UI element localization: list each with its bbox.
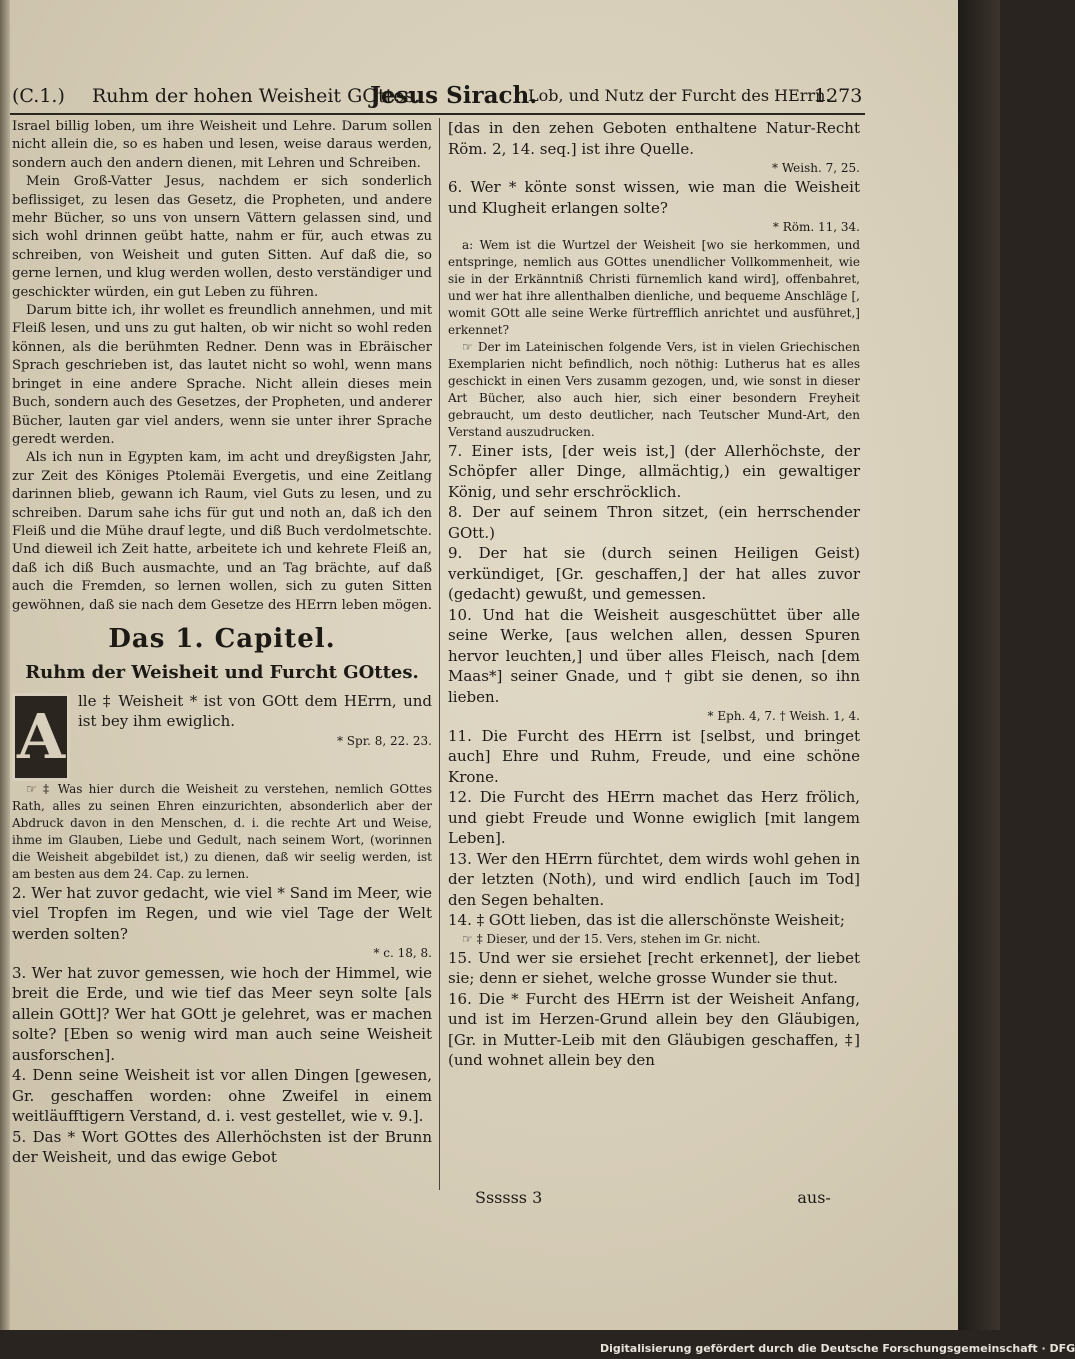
verse-12: 12. Die Furcht des HErrn machet das Herz frölich, und giebt Freude und Wonne ewiglich [mit langem Leben]. (448, 788, 860, 848)
verse-2: 2. Wer hat zuvor gedacht, wie viel * Sand im Meer, wie viel Tropfen im Regen, und wie viel Tage der Welt werden solten? (12, 883, 432, 943)
catchword: aus- (797, 1188, 831, 1207)
verse-1-note: ☞ ‡ Was hier durch die Weisheit zu verstehen, nemlich GOttes Rath, alles zu seinen Ehren einzurichten, absonderlich aber der Abdruck davon in den Menschen, d. i. die rechte Art und Weise, ihme im Glauben, Liebe und Gedult, nach seinem Wort, (worinnen die Weisheit abgebildet ist,) zu dienen, daß wir seelig werden, ist am besten aus dem 24. Cap. zu lernen. (12, 781, 432, 881)
left-column (12, 118, 432, 1168)
verse-8: 8. Der auf seinem Thron sitzet, (ein herrschender GOtt.) (448, 503, 860, 542)
verse-4: 4. Denn seine Weisheit ist vor allen Dingen [gewesen, Gr. geschaffen worden: ohne Zweifel in einem weitläufftigern Verstand, d. i. vest gestellet, wie v. 9.]. (12, 1066, 432, 1126)
chapter-title: Das 1. Capitel. (108, 623, 336, 654)
page-footer (475, 1188, 831, 1207)
verse-1: lle ‡ Weisheit * ist von GOtt dem HErrn, und ist bey ihm ewiglich. (78, 691, 432, 731)
verse-1-reference: * Spr. 8, 22. 23. (336, 733, 432, 748)
verse-16: 16. Die * Furcht des HErrn ist der Weisheit Anfang, und ist im Herzen-Grund allein bey den Gläubigen, [Gr. in Mutter-Leib mit den Gläubigen geschaffen, ‡] (und wohnet allein bey den (448, 989, 860, 1070)
verse-6-reference: * Röm. 11, 34. (772, 220, 860, 235)
verse-9: 9. Der hat sie (durch seinen Heiligen Geist) verkündiget, [Gr. geschaffen,] der hat alles zuvor (gedacht) gewußt, und gemessen. (448, 544, 860, 604)
preface-paragraph: Darum bitte ich, ihr wollet es freundlich annehmen, und mit Fleiß lesen, und uns zu gut halten, ob wir nicht so wohl reden können, als die berühmten Redner. Denn was in Ebräischer Sprach geschrieben ist, das lautet nicht so wohl, wenn mans bringet in eine andere Sprache. Nicht allein dieses mein Buch, sondern auch des Gesetzes, der Propheten, und anderer Bücher, lauten gar viel anders, wenn sie unter ihrer Sprache geredt werden. (12, 303, 432, 447)
verse-6: 6. Wer * könte sonst wissen, wie man die Weisheit und Klugheit erlangen solte? (448, 178, 860, 217)
preface-paragraph: Als ich nun in Egypten kam, im acht und dreyßigsten Jahr, zur Zeit des Königes Ptolemäi Evergetis, und eine Zeitlang darinnen blieb, gewann ich Raum, viel Guts zu lesen, und zu schreiben. Darum sahe ichs für gut und noth an, daß ich den Fleiß und die Mühe drauf legte, und diß Buch verdolmetschte. Und dieweil ich Zeit hatte, arbeitete ich und kehrete Fleiß an, daß ich diß Buch ausmachte, und an Tag brächte, auf daß auch die Fremden, so lernen wollen, sich zu guten Sitten gewöhnen, daß sie nach dem Gesetze des HErrn leben mögen. (12, 450, 432, 613)
verse-5-continuation: [das in den zehen Geboten enthaltene Natur-Recht Röm. 2, 14. seq.] ist ihre Quelle. (448, 119, 860, 158)
running-header (8, 78, 938, 114)
verse-14-note: ☞ ‡ Dieser, und der 15. Vers, stehen im Gr. nicht. (462, 931, 761, 946)
verse-15: 15. Und wer sie ersiehet [recht erkennet], der liebet sie; denn er siehet, welche grosse Wunder sie thut. (448, 948, 860, 988)
header-left-title: Ruhm der hohen Weisheit GOttes. (92, 85, 421, 107)
decorated-initial: A (12, 693, 70, 781)
preface-paragraph: Israel billig loben, um ihre Weisheit und Lehre. Darum sollen nicht allein die, so es haben und lesen, weise daraus werden, sondern auch den andern dienen, mit Lehren und Schreiben. (12, 119, 432, 171)
funding-note: Digitalisierung gefördert durch die Deutsche Forschungsgemeinschaft · DFG (600, 1342, 1075, 1355)
chapter-subtitle: Ruhm der Weisheit und Furcht GOttes. (25, 661, 419, 683)
verse-10: 10. Und hat die Weisheit ausgeschüttet über alle seine Werke, [aus welchen allen, dessen Spuren hervor leuchten,] und über alles Fleisch, nach [dem Maas*] seiner Gnade, und † gibt sie denen, so ihn lieben. (448, 605, 860, 706)
header-rule (10, 113, 865, 115)
header-left-mark: (C.1.) (12, 85, 65, 107)
header-right-title: Lob, und Nutz der Furcht des HErrn. (528, 86, 831, 105)
verse-13: 13. Wer den HErrn fürchtet, dem wirds wohl gehen in der letzten (Noth), und wird endlich [auch im Tod] den Segen behalten. (448, 849, 860, 909)
binding-gutter (0, 0, 10, 1330)
verse-7: 7. Einer ists, [der weis ist,] (der Allerhöchste, der Schöpfer aller Dinge, allmächtig,) ein gewaltiger König, und sehr erschröcklich. (448, 441, 860, 501)
verse-1-block (12, 691, 432, 883)
note-b: ☞ Der im Lateinischen folgende Vers, ist in vielen Griechischen Exemplarien nicht befindlich, noch nöthig: Lutherus hat es alles geschickt in einen Vers zusamm gezogen, und, wie sonst in dieser Art Bücher, also auch hier, sich einer besondern Freyheit gebraucht, um desto deutlicher, nach Teutscher Mund-Art, den Verstand auszudrucken. (448, 339, 860, 439)
verse-2-reference: * c. 18, 8. (373, 946, 432, 961)
verse-5: 5. Das * Wort GOttes des Allerhöchsten ist der Brunn der Weisheit, und das ewige Gebot (12, 1127, 432, 1167)
column-divider (439, 118, 440, 1190)
verse-11: 11. Die Furcht des HErrn ist [selbst, und bringet auch] Ehre und Ruhm, Freude, und eine schöne Krone. (448, 726, 860, 786)
verse-14: 14. ‡ GOtt lieben, das ist die allerschönste Weisheit; (448, 911, 845, 930)
verse-5-reference: * Weish. 7, 25. (772, 161, 860, 175)
page-number: 1273 (814, 85, 863, 107)
preface-paragraph: Mein Groß-Vatter Jesus, nachdem er sich sonderlich beflissiget, zu lesen das Gesetz, die Propheten, und andere mehr Bücher, so uns von unsern Vättern gelassen sind, und sich wohl drinnen geübt hatte, nahm er für, auch etwas zu schreiben, von Weisheit und guten Sitten. Auf daß die, so gerne lernen, und klug werden wollen, desto verständiger und geschickter würden, ein gut Leben zu führen. (12, 174, 432, 300)
verse-3: 3. Wer hat zuvor gemessen, wie hoch der Himmel, wie breit die Erde, und wie tief das Meer seyn solte [als allein GOtt]? Wer hat GOtt je gelehret, was er machen solte? [Eben so wenig wird man auch seine Weisheit ausforschen]. (12, 963, 432, 1064)
page-edge-shadow (958, 0, 1000, 1330)
signature-mark: Ssssss 3 (475, 1188, 543, 1207)
header-center-title: Jesus Sirach. (370, 82, 538, 109)
verse-10-reference: * Eph. 4, 7. † Weish. 1, 4. (707, 709, 860, 724)
right-column (448, 118, 860, 1071)
note-a: a: Wem ist die Wurtzel der Weisheit [wo sie herkommen, und entspringe, nemlich aus GOttes unendlicher Vollkommenheit, wie sie in der Erkänntniß Christi fürnemlich kand wird], offenbahret, und wer hat ihre allenthalben dienliche, und bequeme Anschläge [, womit GOtt alle seine Werke fürtrefflich anrichtet und ausführet,] erkennet? (448, 237, 860, 337)
